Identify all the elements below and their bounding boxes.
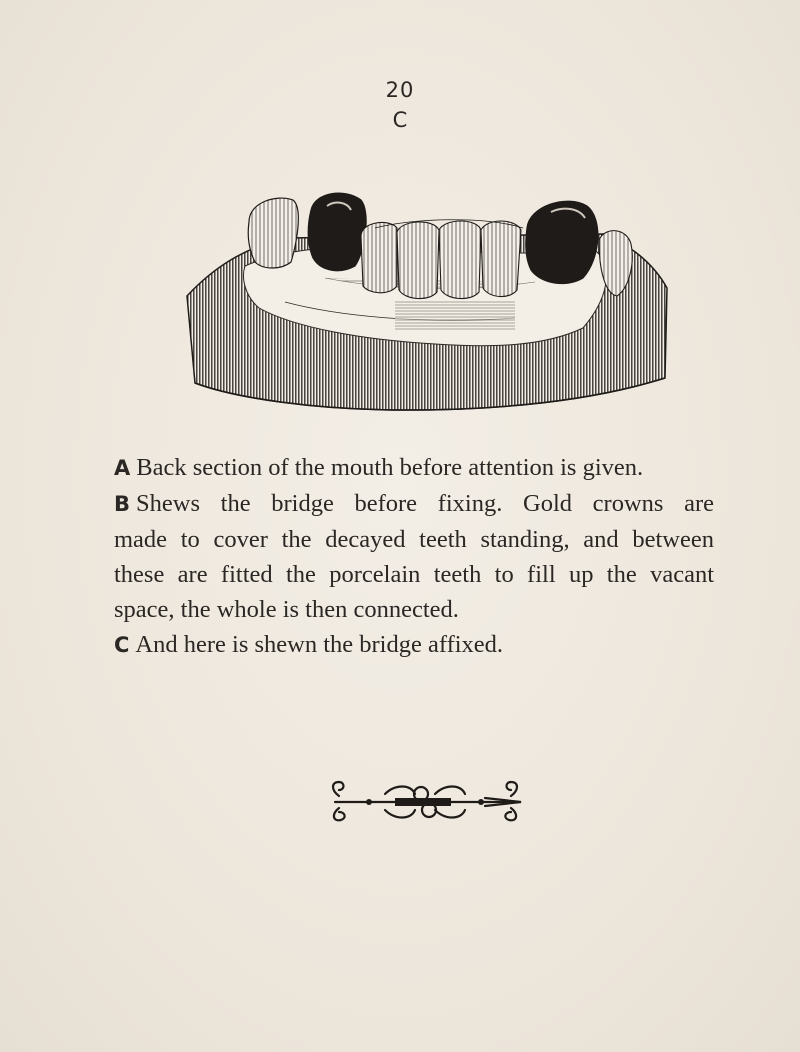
caption-c	[114, 627, 714, 663]
caption-key-b: B	[114, 492, 131, 516]
caption-a-text: Back section of the mouth before attention is given.	[136, 454, 644, 481]
caption-b-line-2: made to cover the decayed teeth standing, and between	[114, 526, 714, 553]
caption-key-c: C	[114, 633, 130, 657]
page-number: 20	[385, 78, 415, 102]
decorative-scroll-ornament	[325, 776, 525, 826]
dental-bridge-illustration	[175, 178, 675, 418]
caption	[114, 450, 714, 663]
caption-key-a: A	[114, 456, 131, 480]
caption-c-text: And here is shewn the bridge affixed.	[135, 631, 504, 658]
caption-b-line-4: space, the whole is then connected.	[114, 596, 459, 623]
plate-letter: C	[392, 108, 408, 132]
caption-a	[114, 450, 714, 486]
caption-b-text-1: Shews the bridge before fixing. Gold crowns are	[136, 490, 714, 517]
caption-b-line-1	[114, 486, 714, 522]
caption-b-line-3: these are fitted the porcelain teeth to fill up the vacant	[114, 561, 714, 588]
